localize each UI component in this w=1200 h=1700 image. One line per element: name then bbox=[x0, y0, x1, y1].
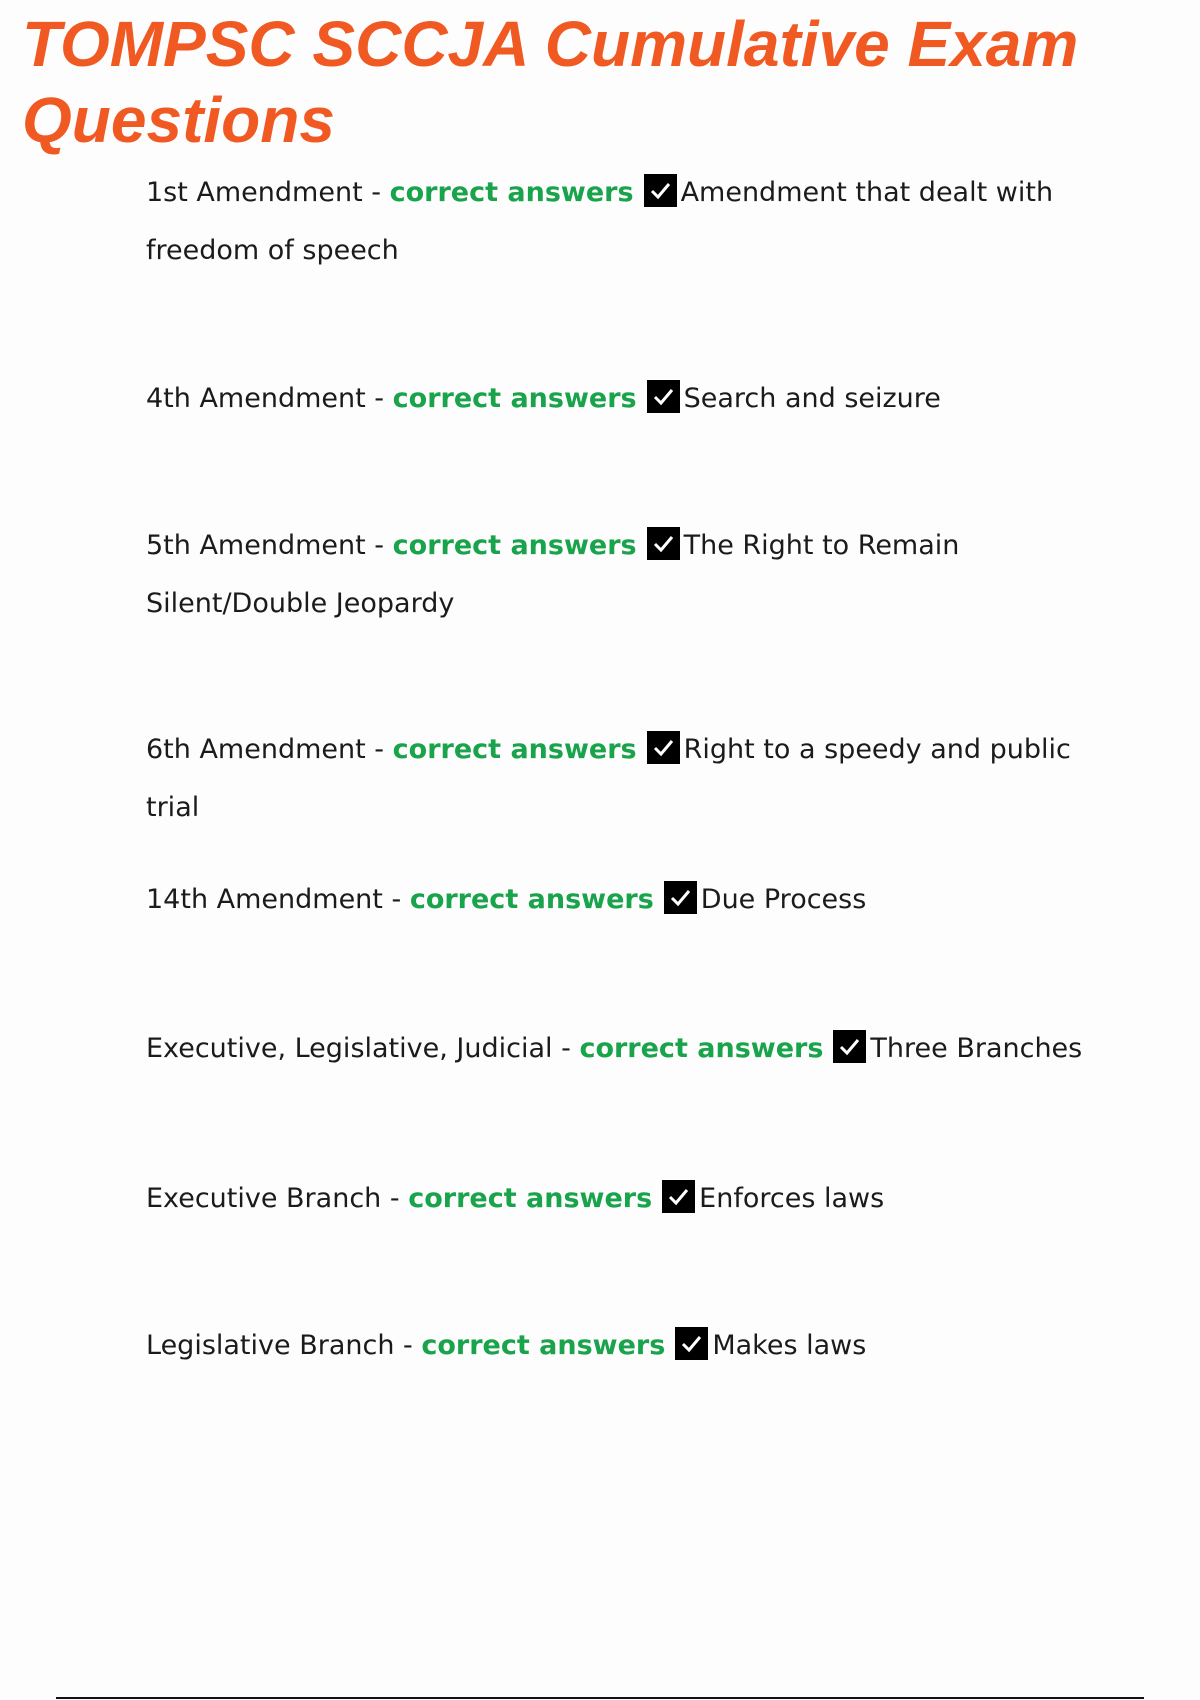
question-term: 14th Amendment bbox=[146, 884, 383, 915]
separator: - bbox=[365, 734, 393, 765]
qa-item-6th-amendment bbox=[146, 721, 1086, 837]
answer-text: The Right to Remain Silent/Double Jeopardy bbox=[146, 530, 960, 619]
correct-answers-label: correct answers bbox=[392, 530, 637, 561]
question-term: 6th Amendment bbox=[146, 734, 366, 765]
qa-item-14th-amendment bbox=[146, 871, 1086, 929]
question-term: Legislative Branch bbox=[146, 1330, 395, 1361]
separator: - bbox=[382, 884, 410, 915]
correct-answers-label: correct answers bbox=[579, 1033, 824, 1064]
answer-text: Amendment that dealt with freedom of speech bbox=[146, 177, 1054, 266]
question-term: Executive Branch bbox=[146, 1183, 382, 1214]
footer-divider bbox=[56, 1697, 1144, 1699]
separator: - bbox=[365, 383, 393, 414]
check-box-icon bbox=[647, 527, 680, 560]
qa-item-executive-branch bbox=[146, 1170, 1086, 1228]
answer-text: Search and seizure bbox=[683, 383, 941, 414]
answer-text: Due Process bbox=[700, 884, 867, 915]
separator: - bbox=[552, 1033, 580, 1064]
qa-item-5th-amendment bbox=[146, 517, 1086, 633]
correct-answers-label: correct answers bbox=[408, 1183, 653, 1214]
question-term: 1st Amendment bbox=[146, 177, 363, 208]
separator: - bbox=[365, 530, 393, 561]
check-box-icon bbox=[647, 380, 680, 413]
answer-text: Right to a speedy and public trial bbox=[146, 734, 1071, 823]
qa-item-legislative-branch bbox=[146, 1317, 1086, 1375]
check-box-icon bbox=[833, 1030, 866, 1063]
qa-item-1st-amendment bbox=[146, 164, 1086, 280]
document-title: TOMPSC SCCJA Cumulative Exam Questions bbox=[22, 8, 1079, 156]
question-term: 5th Amendment bbox=[146, 530, 366, 561]
correct-answers-label: correct answers bbox=[389, 177, 634, 208]
separator: - bbox=[381, 1183, 409, 1214]
question-term: 4th Amendment bbox=[146, 383, 366, 414]
correct-answers-label: correct answers bbox=[421, 1330, 666, 1361]
question-term: Executive, Legislative, Judicial bbox=[146, 1033, 553, 1064]
correct-answers-label: correct answers bbox=[392, 383, 637, 414]
check-box-icon bbox=[675, 1327, 708, 1360]
qa-item-4th-amendment bbox=[146, 370, 1086, 428]
answer-text: Enforces laws bbox=[699, 1183, 885, 1214]
check-box-icon bbox=[644, 174, 677, 207]
answer-text: Three Branches bbox=[870, 1033, 1083, 1064]
check-box-icon bbox=[647, 731, 680, 764]
answer-text: Makes laws bbox=[712, 1330, 867, 1361]
qa-item-three-branches bbox=[146, 1020, 1086, 1078]
check-box-icon bbox=[664, 881, 697, 914]
correct-answers-label: correct answers bbox=[392, 734, 637, 765]
correct-answers-label: correct answers bbox=[409, 884, 654, 915]
separator: - bbox=[394, 1330, 422, 1361]
separator: - bbox=[362, 177, 390, 208]
check-box-icon bbox=[662, 1180, 695, 1213]
